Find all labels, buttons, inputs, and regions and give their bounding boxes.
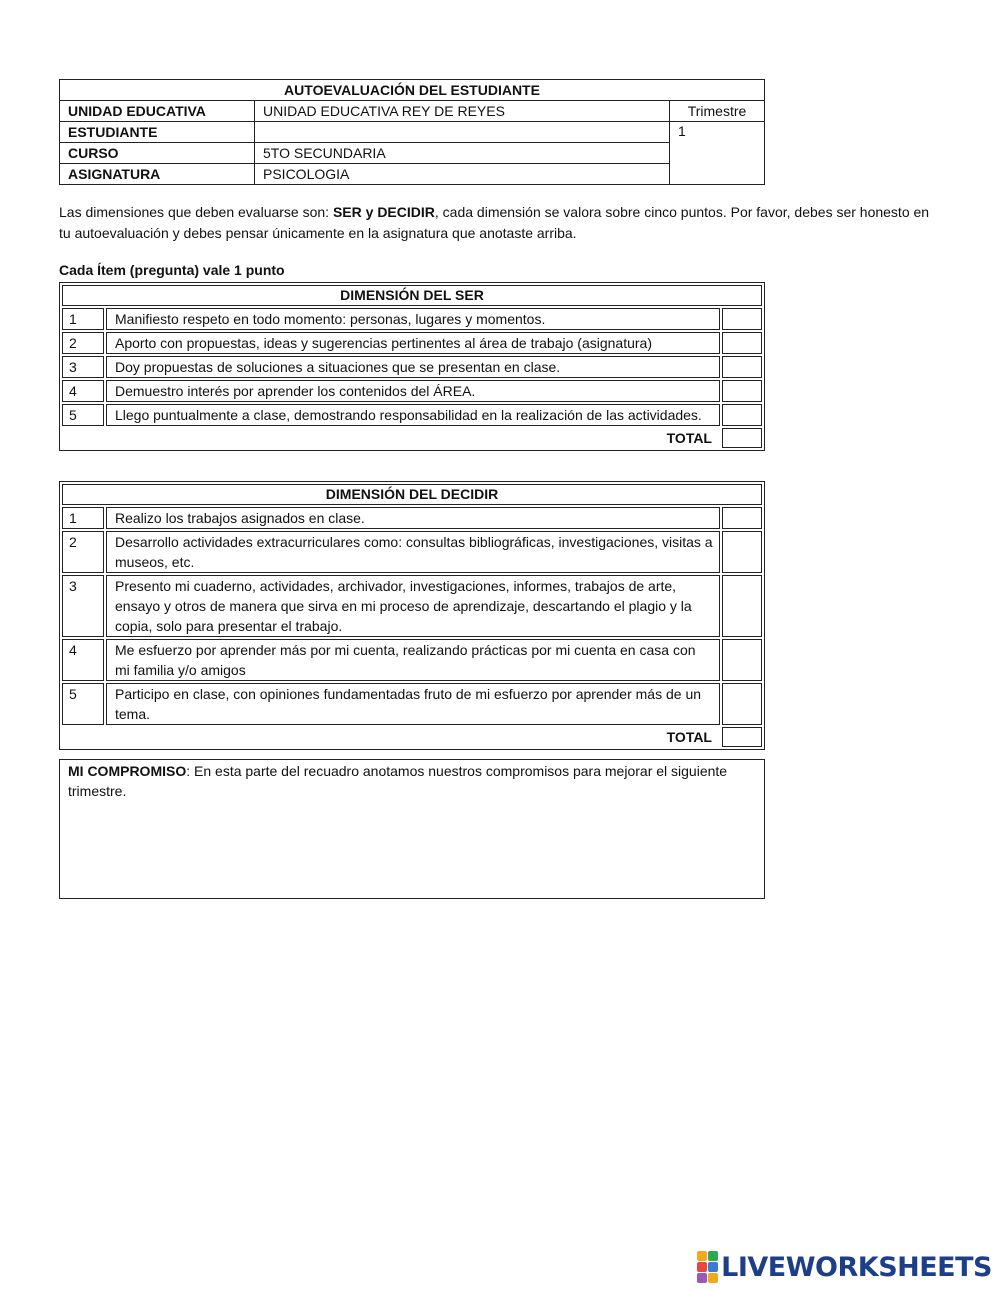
score-box[interactable] <box>722 380 762 402</box>
ser-title: DIMENSIÓN DEL SER <box>62 285 762 306</box>
total-row <box>62 428 762 448</box>
scoring-note: Cada Ítem (pregunta) vale 1 punto <box>59 262 285 278</box>
decidir-title: DIMENSIÓN DEL DECIDIR <box>62 484 762 505</box>
liveworksheets-brand <box>697 1251 992 1283</box>
item-number: 1 <box>62 308 104 330</box>
table-row <box>62 404 762 426</box>
item-number: 4 <box>62 380 104 402</box>
estudiante-field[interactable] <box>255 122 670 143</box>
score-box[interactable] <box>722 575 762 637</box>
item-number: 1 <box>62 507 104 529</box>
score-box[interactable] <box>722 683 762 725</box>
trimestre-value: 1 <box>670 122 765 185</box>
total-row <box>62 727 762 747</box>
unidad-educativa-label: UNIDAD EDUCATIVA <box>60 101 255 122</box>
score-box[interactable] <box>722 356 762 378</box>
item-text: Llego puntualmente a clase, demostrando responsabilidad en la realización de las actividades. <box>106 404 720 426</box>
table-row <box>62 531 762 573</box>
table-row <box>62 332 762 354</box>
item-text: Presento mi cuaderno, actividades, archivador, investigaciones, informes, trabajos de arte, ensayo y otros de manera que sirva en mi proceso de aprendizaje, descartando el plagio y la copia, solo para presentar el trabajo. <box>106 575 720 637</box>
compromiso-label: MI COMPROMISO <box>68 763 187 779</box>
score-box[interactable] <box>722 639 762 681</box>
total-box[interactable] <box>722 428 762 448</box>
item-number: 3 <box>62 575 104 637</box>
item-number: 3 <box>62 356 104 378</box>
total-label: TOTAL <box>666 430 712 446</box>
asignatura-value: PSICOLOGIA <box>255 164 670 185</box>
item-text: Participo en clase, con opiniones fundamentadas fruto de mi esfuerzo por aprender más de un tema. <box>106 683 720 725</box>
total-label: TOTAL <box>666 729 712 745</box>
item-number: 2 <box>62 531 104 573</box>
table-row <box>62 380 762 402</box>
asignatura-label: ASIGNATURA <box>60 164 255 185</box>
ser-table <box>59 282 765 451</box>
table-row <box>62 683 762 725</box>
compromiso-text: : En esta parte del recuadro anotamos nuestros compromisos para mejorar el siguiente trimestre. <box>68 763 728 799</box>
score-box[interactable] <box>722 531 762 573</box>
liveworksheets-logo-icon <box>697 1251 718 1283</box>
item-number: 4 <box>62 639 104 681</box>
item-number: 5 <box>62 404 104 426</box>
table-row <box>62 639 762 681</box>
item-text: Manifiesto respeto en todo momento: personas, lugares y momentos. <box>106 308 720 330</box>
curso-label: CURSO <box>60 143 255 164</box>
curso-value: 5TO SECUNDARIA <box>255 143 670 164</box>
score-box[interactable] <box>722 332 762 354</box>
item-text: Realizo los trabajos asignados en clase. <box>106 507 720 529</box>
brand-name: LIVEWORKSHEETS <box>721 1251 992 1283</box>
intro-dimensions: SER y DECIDIR <box>332 204 435 220</box>
item-text: Me esfuerzo por aprender más por mi cuenta, realizando prácticas por mi cuenta en casa con mi familia y/o amigos <box>106 639 720 681</box>
item-number: 5 <box>62 683 104 725</box>
intro-text-end: , cada dimensión se valora sobre cinco puntos. Por favor, debes ser honesto en tu autoevaluación y debes pensar únicamente en la asignatura que anotaste arriba. <box>59 204 930 241</box>
score-box[interactable] <box>722 404 762 426</box>
decidir-table <box>59 481 765 750</box>
header-table <box>59 79 765 185</box>
score-box[interactable] <box>722 507 762 529</box>
compromiso-box[interactable] <box>59 759 765 899</box>
table-row <box>62 575 762 637</box>
intro-paragraph <box>59 202 939 244</box>
item-text: Desarrollo actividades extracurriculares como: consultas bibliográficas, investigaciones, visitas a museos, etc. <box>106 531 720 573</box>
table-row <box>62 507 762 529</box>
table-row <box>62 356 762 378</box>
score-box[interactable] <box>722 308 762 330</box>
item-number: 2 <box>62 332 104 354</box>
item-text: Demuestro interés por aprender los contenidos del ÁREA. <box>106 380 720 402</box>
unidad-educativa-value: UNIDAD EDUCATIVA REY DE REYES <box>255 101 670 122</box>
estudiante-label: ESTUDIANTE <box>60 122 255 143</box>
item-text: Aporto con propuestas, ideas y sugerencias pertinentes al área de trabajo (asignatura) <box>106 332 720 354</box>
intro-text-start: Las dimensiones que deben evaluarse son: <box>59 204 333 220</box>
table-row <box>62 308 762 330</box>
total-box[interactable] <box>722 727 762 747</box>
item-text: Doy propuestas de soluciones a situaciones que se presentan en clase. <box>106 356 720 378</box>
form-title: AUTOEVALUACIÓN DEL ESTUDIANTE <box>60 80 765 101</box>
trimestre-label: Trimestre <box>670 101 765 122</box>
